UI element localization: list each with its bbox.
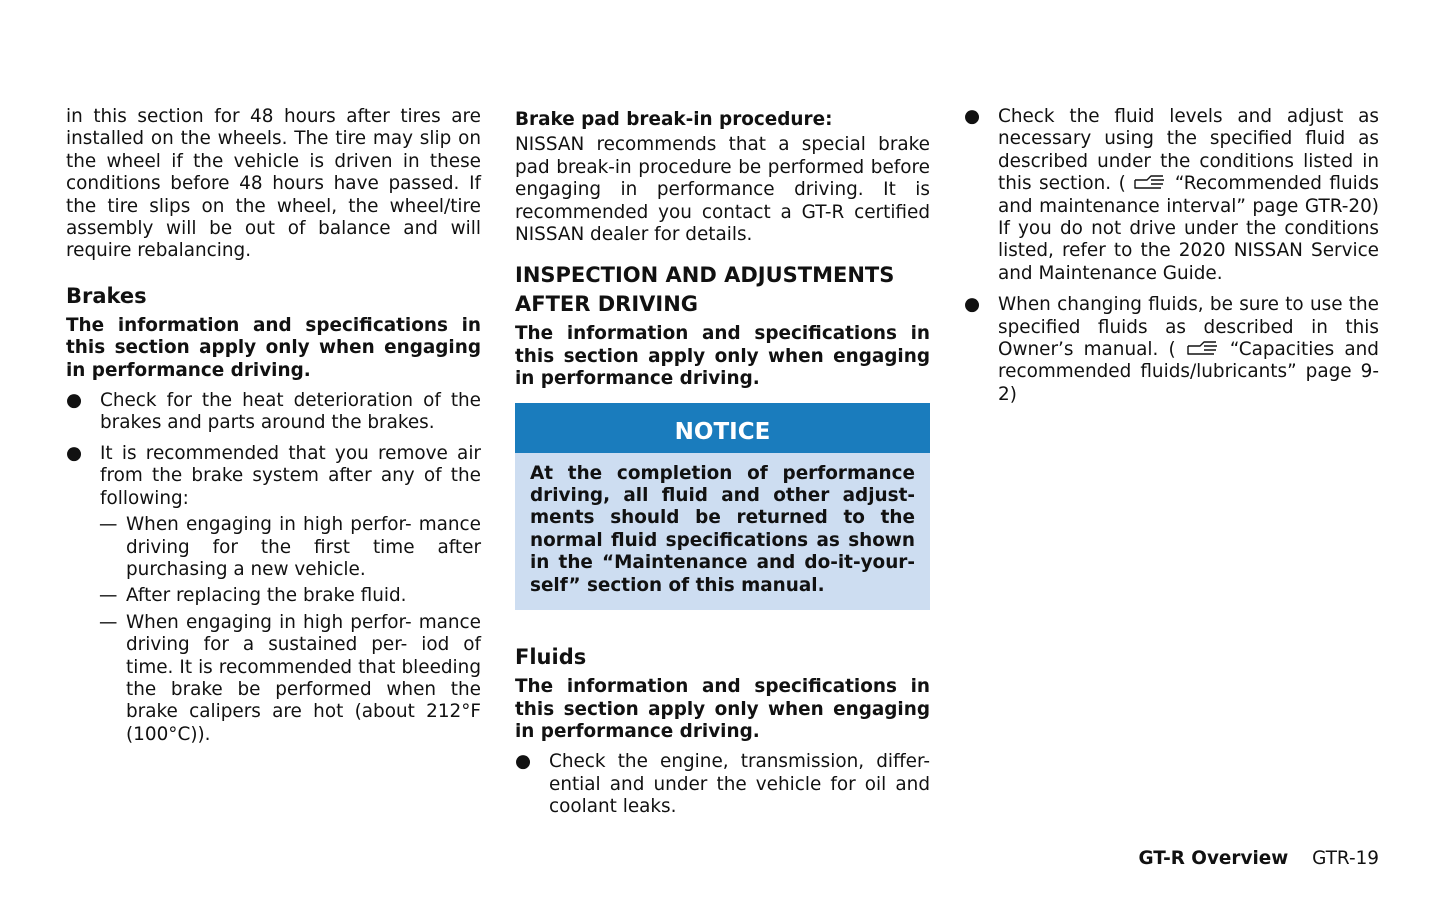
notice-body: At the completion of performance driving, all fluid and other adjust- ments should be returned to the normal fluid specifications as shown in the “Maintenance and do-it-your- self” section of this manual. <box>515 453 930 610</box>
dash-icon: — <box>99 514 118 536</box>
dash-icon: — <box>99 585 118 607</box>
page-number: GTR-19 <box>1312 848 1379 869</box>
column-2 <box>515 106 930 819</box>
list-item-text: Check the fluid levels and adjust as necessary using the specified fluid as described under the conditions listed in this section. ( <box>998 106 1379 195</box>
bullet-icon: ● <box>964 294 981 316</box>
list-item <box>66 390 481 435</box>
sub-list-item-text: When engaging in high perfor- mance driving for a sustained per- iod of time. It is recommended that bleeding the brake be performed when the brake calipers are hot (about 212°F (100°C)). <box>126 611 481 745</box>
brakes-intro: The information and specifications in this section apply only when engaging in performance driving. <box>66 314 481 381</box>
list-item <box>66 443 481 510</box>
continued-text: in this section for 48 hours after tires are installed on the wheels. The tire may slip on the wheel if the vehicle is driven in these conditions before 48 hours have passed. If the tire slips on the wheel, the wheel/tire assembly will be out of balance and will require rebalancing. <box>66 106 481 262</box>
inspection-intro: The information and specifications in this section apply only when engaging in performance driving. <box>515 323 930 390</box>
sub-list-item <box>66 514 481 581</box>
bullet-icon: ● <box>515 751 532 773</box>
list-item-text: When changing fluids, be sure to use the specified fluids as described in this Owner’s manual. ( <box>998 294 1379 361</box>
pointing-hand-icon <box>1133 174 1167 192</box>
bullet-icon: ● <box>66 390 83 412</box>
list-item-text: Check for the heat deterioration of the brakes and parts around the brakes. <box>100 390 481 434</box>
sub-list-item-text: When engaging in high perfor- mance driving for the first time after purchasing a new vehicle. <box>126 514 481 580</box>
list-item-text: “Recommended fluids and maintenance interval” page GTR-20) If you do not drive under the conditions listed, refer to the 2020 NISSAN Service and Maintenance Guide. <box>998 173 1379 284</box>
bullet-icon: ● <box>964 106 981 127</box>
fluids-heading: Fluids <box>515 645 587 670</box>
dash-icon: — <box>99 611 118 633</box>
inspection-heading: INSPECTION AND ADJUSTMENTS AFTER DRIVING <box>515 263 895 317</box>
notice-header: NOTICE <box>515 403 930 453</box>
brake-pad-heading: Brake pad break-in procedure: <box>515 109 833 130</box>
fluids-intro: The information and specifications in this section apply only when engaging in performance driving. <box>515 676 930 742</box>
footer-section-title: GT-R Overview <box>1138 848 1289 869</box>
sub-list-item <box>66 585 481 607</box>
list-item <box>964 106 1379 285</box>
sub-list-item <box>66 612 481 746</box>
brakes-heading: Brakes <box>66 283 147 308</box>
list-item-text: “Capacities and recommended fluids/lubricants” page 9-2) <box>998 339 1379 405</box>
list-item-text: Check the engine, transmission, differ- ential and under the vehicle for oil and coolant leaks. <box>549 751 930 818</box>
brake-pad-text: NISSAN recommends that a special brake pad break-in procedure be performed before engaging in performance driving. It is recommended you contact a GT-R certified NISSAN dealer for details. <box>515 134 930 246</box>
list-item-text: It is recommended that you remove air from the brake system after any of the following: <box>100 442 481 509</box>
column-1 <box>66 106 481 746</box>
sub-list-item-text: After replacing the brake fluid. <box>126 585 407 607</box>
list-item <box>515 751 930 818</box>
pointing-hand-icon <box>1186 340 1220 358</box>
page-footer <box>1139 848 1380 869</box>
column-3 <box>964 106 1379 406</box>
list-item <box>964 294 1379 406</box>
bullet-icon: ● <box>66 442 83 464</box>
